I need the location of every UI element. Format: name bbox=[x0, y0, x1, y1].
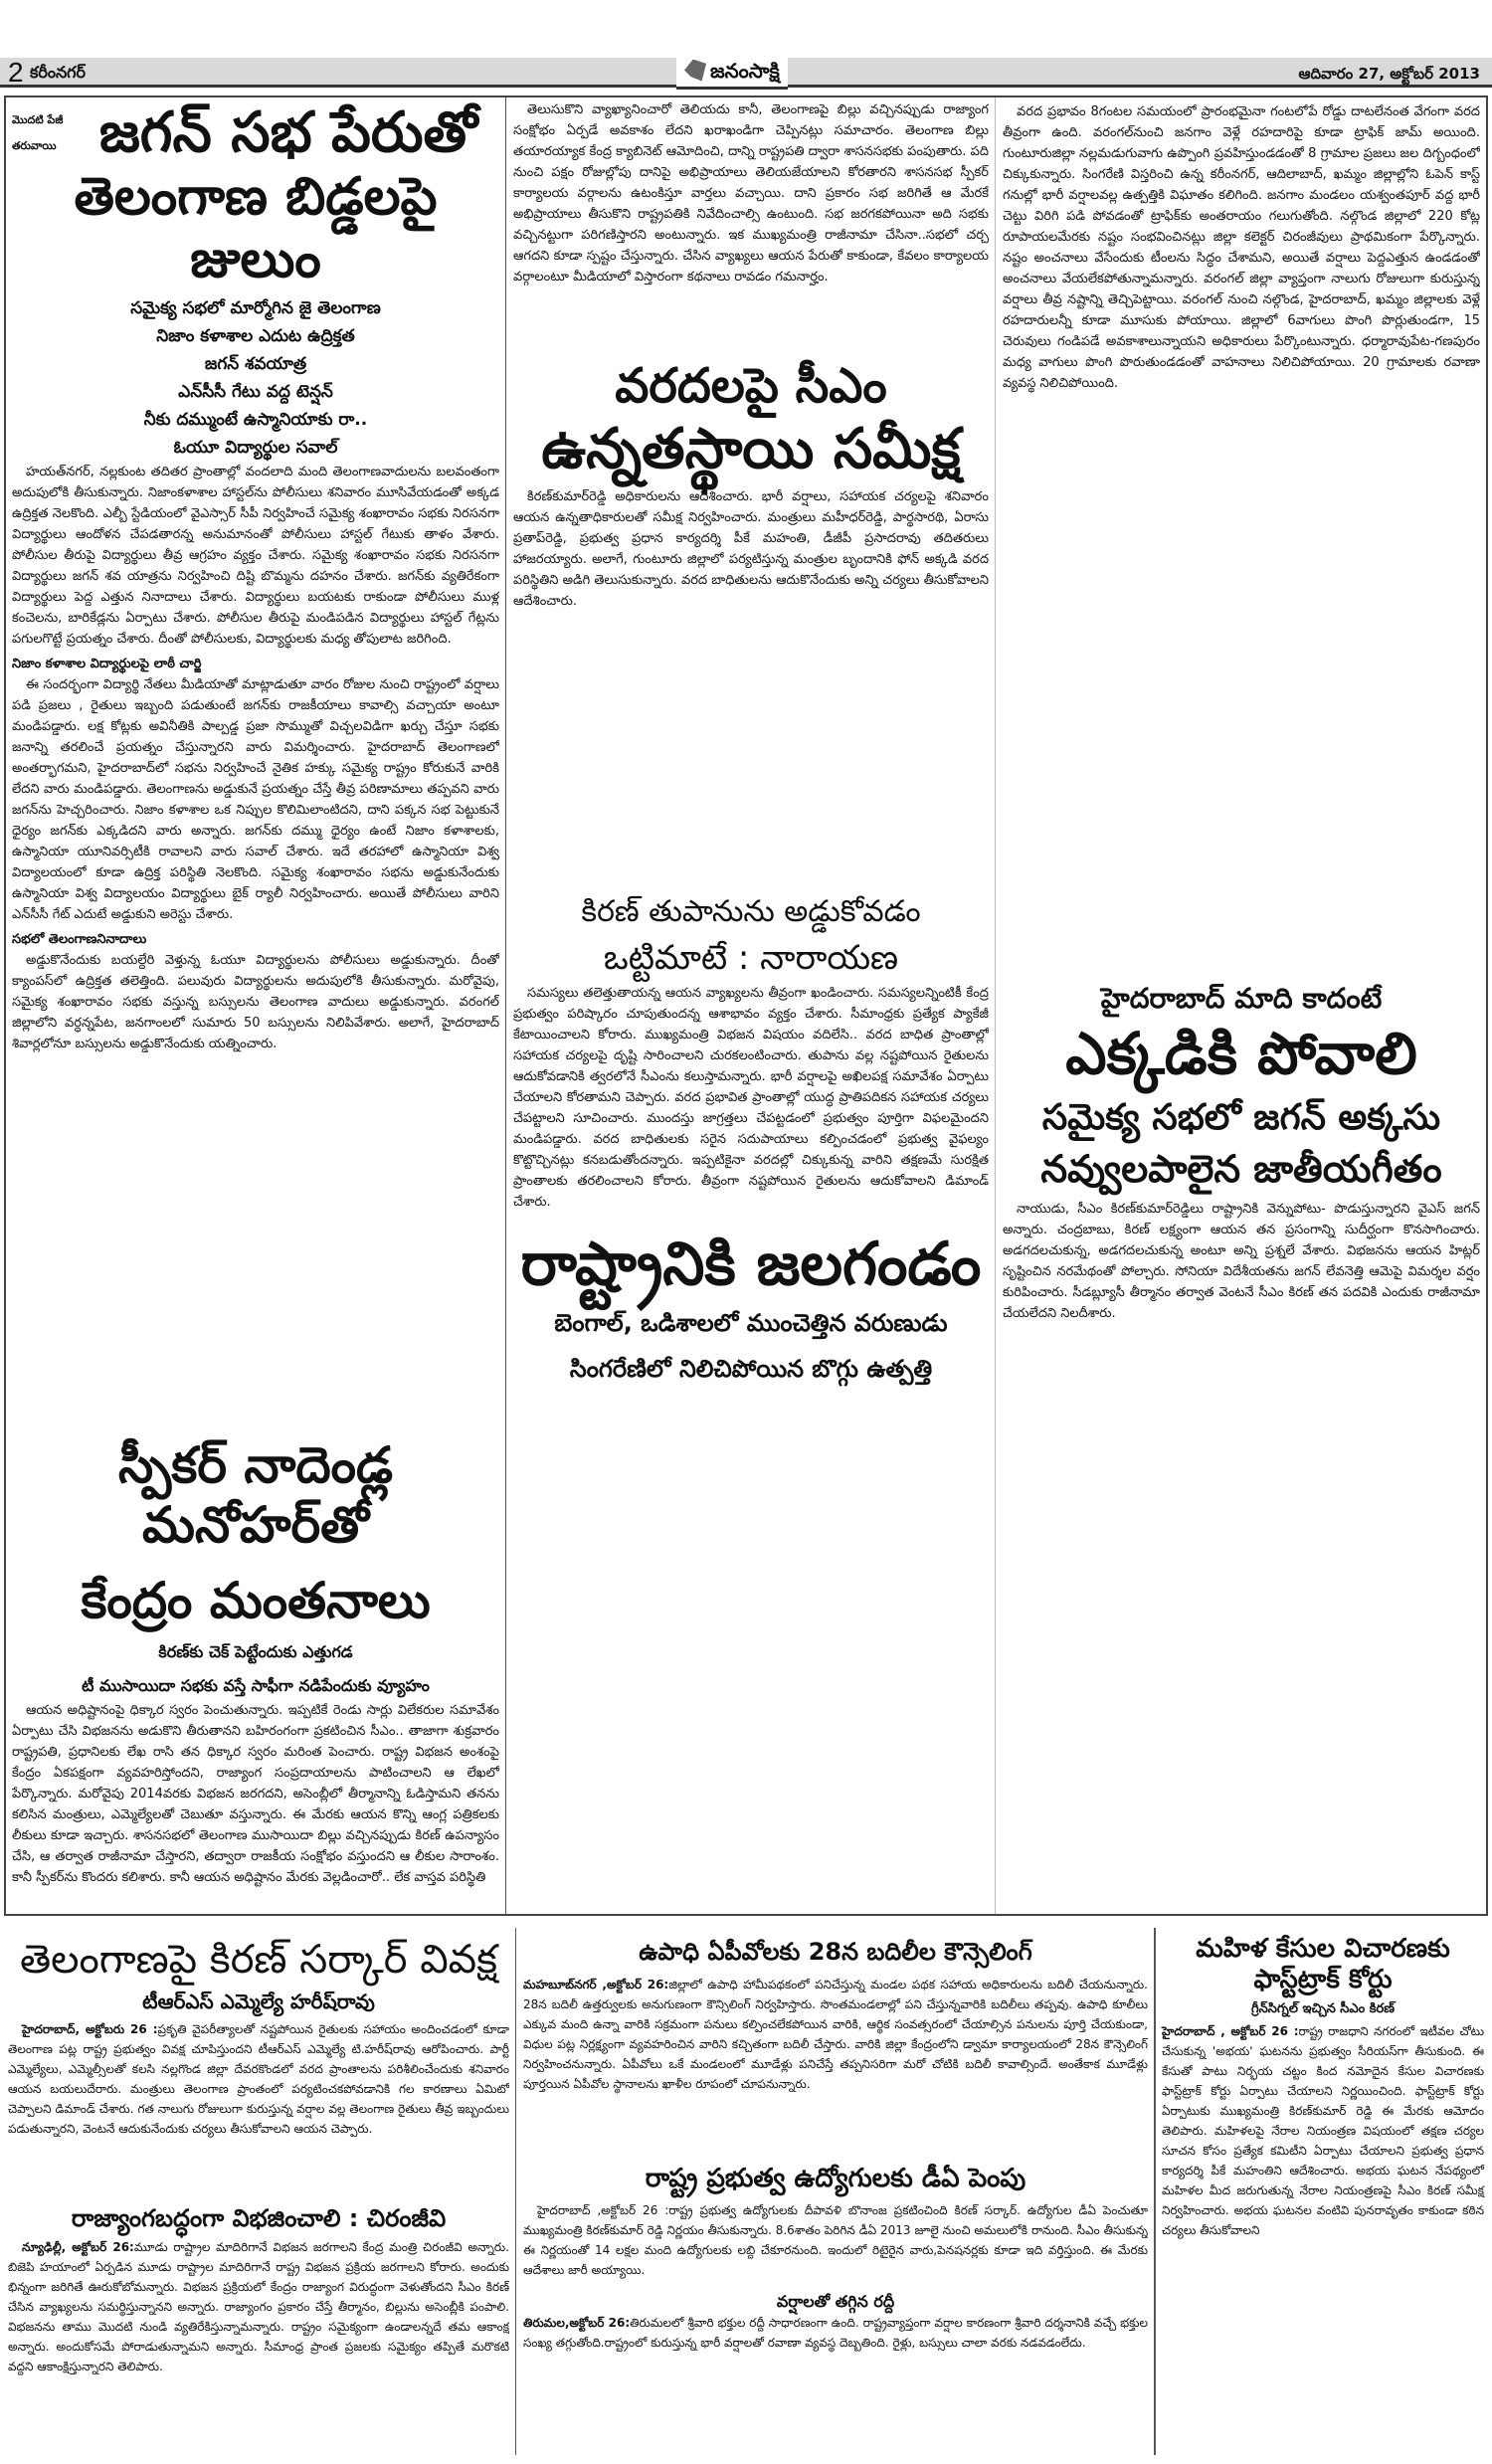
headline-chiranjeevi: రాజ్యాంగబద్ధంగా విభజించాలి : చిరంజీవి bbox=[71, 2204, 447, 2232]
paragraph: ఈ సందర్భంగా విద్యార్థి నేతలు మీడియాతో మాట్లాడుతూ వారం రోజుల నుంచి రాష్ట్రంలో వర్షాలు పడి ప్రజలు , రైతులు ఇబ్బంది పడుతుంటే జగన్‌కు రాజకీయాలు కావాల్సి వచ్చాయా అంటూ మండిపడ్డారు. లక్ష కోట్లకు అవినీతికి పాల్పడ్డ ప్రజా సొమ్ముతో విచ్చలవిడిగా ఖర్చు చేస్తూ సభకు జనాన్ని తరలించే ప్రయత్నం చేస్తున్నారని వారు విమర్శించారు. హైదరాబాద్ తెలంగాణలో అంతర్భాగమని, హైదరాబాద్‌లో సభను నిర్వహించే నైతిక హక్కు సమైక్య రాష్ట్రం కోరుకునే వారికి లేదని వారు మండిపడ్డారు. తెలంగాణను అడ్డుకునే ప్రయత్నం చేస్తే తీవ్ర పరిణామాలు తప్పవని వారు జగన్‌ను హెచ్చరించారు. నిజాం కళాశాల ఒక నిప్పుల కొలిమిలాంటిదని, దాని పక్కన సభ పెట్టుకునే ధైర్యం జగన్‌కు ఎక్కడిదని వారు అన్నారు. జగన్‌కు దమ్ము ధైర్యం ఉంటే నిజాం కళాశాలకు, ఉస్మానియా యూనివర్సిటీకి రావాలని వారు సవాల్ చేశారు. ఇదే తరహాలో ఉస్మానియా విశ్వ విద్యాలయంలో కూడా ఉద్రిక్త పరిస్థితి నెలకొంది. సమైక్య శంఖారావం సభను అడ్డుకునేందుకు ఉస్మానియా విశ్వ విద్యాలయం విద్యార్థులు బైక్ ర్యాలీ నిర్వహించారు. అయితే పోలీసులు వారిని ఎన్‌సీసీ గేట్ ఎదుటే అడ్డుకుని అరెస్టు చేశారు. bbox=[12, 676, 499, 922]
bottom-column-c bbox=[1160, 1934, 1486, 2459]
paragraph: నాయుడు, సీఎం కిరణ్‌కుమార్‌రెడ్డిలు రాష్ట్రానికి వెన్నుపోటు- పొడుస్తున్నారని వైఎస్ జగన్ అన్నారు. చంద్రబాబు, కిరణ్ లక్ష్యంగా ఆయన తన ప్రసంగాన్ని సుదీర్ఘంగా కొనసాగించారు. అడగదలచుకున్న, అడగదలచుకున్న అంటూ అన్ని ప్రశ్నలే వేశారు. విభజనను ఆయన హిట్లర్ సృష్టించిన నరమేథంతో పోల్చారు. సోనియా విదేశీయతను జగన్ లేవనెత్తి ఆమెపై విమర్శల వర్షం కురిపించారు. సీడబ్ల్యూసీ తీర్మానం తర్వాత వెంటనే సీఎం కిరణ్ తన పదవికి ఎందుకు రాజీనామా చేయలేదని నిలదీశారు. bbox=[1003, 1201, 1480, 1321]
column-divider bbox=[505, 97, 506, 1914]
col3-flood-body bbox=[1003, 101, 1480, 958]
headline-jagan-1: జగన్ సభ పేరుతో bbox=[98, 100, 478, 165]
headline-tirumala: వర్షాలతో తగ్గిన రద్దీ bbox=[776, 2291, 895, 2311]
page-number: 2 bbox=[8, 57, 24, 88]
issue-date: ఆదివారం 27, అక్టోబర్ 2013 bbox=[1298, 65, 1480, 83]
headline-upadhi: ఉపాధి ఏపీవోలకు 28న బదిలీల కౌన్సెలింగ్ bbox=[639, 1938, 1032, 1966]
tirumala-body bbox=[523, 2313, 1148, 2372]
subhead-fasttrack: గ్రీన్‌సిగ్నల్ ఇచ్చిన సీఎం కిరణ్ bbox=[1250, 2001, 1396, 2017]
headline-fasttrack-1: మహిళ కేసుల విచారణకు bbox=[1196, 1934, 1450, 1964]
dateline: న్యూఢిల్లీ, అక్టోబర్ 26: bbox=[22, 2239, 134, 2254]
fasttrack-body bbox=[1160, 2021, 1486, 2459]
paragraph: రాష్ట్ర ప్రభుత్వ ఉద్యోగులకు దీపావళి బొనాంజ ప్రకటించింది కిరణ్ సర్కార్. ఉద్యోగుల డీఏ పెంచుతూ ముఖ్యమంత్రి కిరణ్‌కుమార్ రెడ్డి నిర్ణయం తీసుకున్నారు. 8.6శాతం పెరిగిన డీఏ 2013 జూలై నుంచి అమలులోకి రానుంది. సీఎం తీసుకున్న ఈ నిర్ణయంతో 14 లక్షల మంది ఉద్యోగులకు లబ్ది చేకూరనుంది. ఇందులో రిటైరైన వారు,పెనషనర్లకు కూడా ఇది వర్తిస్తుంది. ఈ మేరకు ఆదేశాలు జారీ అయ్యాయి. bbox=[523, 2202, 1148, 2277]
bottom-column-a bbox=[8, 1936, 509, 2457]
paragraph: తిరుమలలో శ్రీవారి భక్తుల రద్దీ సాధారణంగా ఉంది. రాష్ట్రవ్యాప్తంగా వర్షాల కారణంగా శ్రీవారి దర్శనానికి వచ్చే భక్తుల సంఖ్య తగ్గుతోంది.రాష్ట్రంలో కురుస్తున్న భారీ వర్షాలతో రవాణా వ్యవస్థ దెబ్బతింది. రైళ్లు, బస్సులు చాలా వరకు నడవడంలేదు. bbox=[523, 2316, 1148, 2351]
continued-from-front-kicker bbox=[12, 112, 72, 154]
paragraph: మూడు రాష్ట్రాల మాదిరిగానే విభజన జరగాలని కేంద్ర మంత్రి చిరంజీవి అన్నారు. బిజెపి హయాంలో ఏర్పడిన మూడు రాష్ట్రాల మాదిరిగానే రాష్ట్ర విభజన ప్రక్రియ జరగాలని కోరారు. అందుకు భిన్నంగా జరిగితే ఊరుకోబోమన్నారు. విభజన ప్రక్రియలో కేంద్రం రాజ్యాంగ విరుద్ధంగా వెళుతోందని సీఎం కిరణ్ చేసిన వ్యాఖ్యలను సమర్థిస్తున్నానని అన్నారు. రాజ్యాంగం ప్రకారం చేస్తే తీర్మానం, బిల్లును అసెంబ్లీకి పంపాలి. విభజనను తాము మొదటి నుండి వ్యతిరేకిస్తున్నామన్నారు. రాష్ట్రం సమైక్యంగా ఉండాలన్నదే తమ ఆకాంక్ష అన్నారు. అందుకోసమే పోరాడుతున్నామని అన్నారు. సీమాంధ్ర ప్రాంత ప్రజలకు సమైక్యం తప్పితే మరొకటి వద్దని ఆకాంక్షిస్తున్నారని తెలిపారు. bbox=[8, 2239, 509, 2373]
column-divider bbox=[995, 97, 996, 1914]
headline-harish: తెలంగాణపై కిరణ్ సర్కార్ వివక్ష bbox=[20, 1937, 497, 1983]
harish-body bbox=[8, 2019, 509, 2198]
headline-anthem-3: నవ్వులపాలైన జాతీయగీతం bbox=[1040, 1147, 1442, 1192]
dateline: హైదరాబాద్ , అక్టోబర్ 26 : bbox=[1162, 2024, 1299, 2039]
subhead: సమైక్య సభలో మార్మోగిన జై తెలంగాణ bbox=[130, 297, 381, 318]
paragraph: తెలుసుకొని వ్యాఖ్యానించారో తెలియదు కానీ, తెలంగాణపై బిల్లు వచ్చినప్పుడు రాజ్యాంగ సంక్షోభం ఏర్పడే అవకాశం లేదని ఖరాఖండిగా చెప్పినట్లు సమాచారం. తెలంగాణ బిల్లు తయారయ్యాక కేంద్ర క్యాబినెట్ ఆమోదించి, దాన్ని రాష్ట్రపతి ద్వారా శాసనసభకు పంపుతారు. పది నుంచి పక్షం రోజుల్లోపు దానిపై అభిప్రాయాలు తెలియజేయాలని కోరతారని శాసనసభ స్పీకర్ కార్యాలయ వర్గాలను ఉటంకిస్తూ వార్తలు వచ్చాయి. దాని ప్రకారం సభ జరిగితే ఆ మేరకే అభిప్రాయాలు తీసుకొని రాష్ట్రపతికి నివేదించాల్సి ఉంటుంది. సభ జరగకపోయినా అది సభకు వచ్చినట్టుగా పరిగణిస్తారని అంటున్నారు. ఇక ముఖ్యమంత్రి రాజీనామా చేసినా..సభలో చర్చ ఆగదని కూడా స్పష్టం చేస్తున్నారు. చేసిన వ్యాఖ్యలు ఆయన పేరుతో కాకుండా, కేవలం కార్యాలయ వర్గాలంటూ మీడియాలో విస్తారంగా కథనాలు రావడం గమనార్హం. bbox=[513, 102, 989, 284]
cm-review-body bbox=[513, 486, 989, 884]
headline-speaker-2: కేంద్రం మంతనాలు bbox=[81, 1572, 431, 1630]
headline-jagan-2: తెలంగాణ బిడ్డలపై జులుం bbox=[74, 167, 438, 289]
subhead: నీకు దమ్ముంటే ఉస్మానియాకు రా.. bbox=[143, 409, 368, 430]
paragraph: అడ్డుకొనేందుకు బయల్దేరి వెళ్తున్న ఓయూ విద్యార్థులను పోలీసులు అడ్డుకున్నారు. దీంతో క్యాంపస్‌లో ఉద్రిక్తత తలెత్తింది. పలువురు విద్యార్థులను అదుపులోకి తీసుకున్నారు. మరోవైపు, సమైక్య శంఖారావం సభకు వస్తున్న బస్సులను తెలంగాణ వాదులు అడ్డుకున్నారు. వరంగల్ జిల్లాలోని వర్ధన్నపేట, జనగాంలలో సుమారు 50 బస్సులను నిలిపివేశారు. అలాగే, హైదరాబాద్ శివార్లలోనూ బస్సులను అడ్డుకొనేందుకు యత్నించారు. bbox=[12, 952, 499, 1051]
subhead-speaker-2: టీ ముసాయిదా సభకు వస్తే సాఫీగా నడిపేందుకు వ్యూహం bbox=[82, 1676, 430, 1696]
kicker-narayana: కిరణ్ తుపానును అడ్డుకోవడం bbox=[581, 893, 921, 929]
headline-narayana: ఒట్టిమాటే : నారాయణ bbox=[603, 937, 899, 978]
jagan-subheads bbox=[12, 294, 499, 462]
chiranjeevi-body bbox=[8, 2237, 509, 2457]
speaker-story-body bbox=[12, 1700, 499, 1912]
kicker-line: తరువాయి bbox=[12, 138, 57, 152]
logo-icon bbox=[684, 60, 706, 82]
subhead-floods-2: సింగరేణిలో నిలిచిపోయిన బొగ్గు ఉత్పత్తి bbox=[569, 1354, 933, 1383]
column-divider bbox=[1154, 1928, 1156, 2455]
headline-cm-review-2: ఉన్నతస్థాయి సమీక్ష bbox=[541, 416, 961, 481]
paragraph: రాష్ట్ర రాజధాని నగరంలో ఇటీవల చోటు చేసుకున్న 'అభయ' ఘటనను ప్రభుత్వం సీరియస్‌గా తీసుకుంది. ఈ కేసుతో పాటు నిర్భయ చట్టం కింద నమోదైన కేసుల విచారణకు ఫాస్ట్‌ట్రాక్ కోర్టు ఏర్పాటు చేయాలని నిర్ణయించింది. ఫాస్ట్‌ట్రాక్ కోర్టు ఏర్పాటుకు ముఖ్యమంత్రి కిరణ్‌కుమార్ రెడ్డి ఈ మేరకు ఆమోదం తెలిపారు. మహిళలపై నేరాల నియంత్రణ విషయంలో తక్షణ చర్యల సూచన కోసం ప్రత్యేక కమిటీని ఏర్పాటు చేయాలని ప్రభుత్వ ప్రధాన కార్యదర్శి పీకే మహంతిని ఆదేశించారు. అభయ ఘటన నేపథ్యంలో మహిళల మీద జరుగుతున్న నేరాల నియంత్రణపై సీఎం కిరణ్ సమీక్ష నిర్వహించారు. అభయ ఘటనల వంటివి పునరావృతం కాకుండా కఠిన చర్యలు తీసుకోవాలని bbox=[1162, 2024, 1484, 2238]
headline-cm-review-1: వరదలపై సీఎం bbox=[615, 358, 887, 414]
kicker-line: మొదటి పేజీ bbox=[12, 112, 64, 126]
column-2 bbox=[513, 99, 989, 1912]
inline-subhead: సభలో తెలంగాణనినాదాలు bbox=[12, 931, 147, 947]
edition-name: కరీంనగర్ bbox=[30, 63, 87, 82]
column-1 bbox=[12, 99, 499, 1912]
subhead: నిజాం కళాశాల ఎదుట ఉద్రిక్తత bbox=[156, 325, 355, 346]
subhead: ఎన్‌సీసీ గేటు వద్ద టెన్షన్ bbox=[178, 381, 333, 402]
jagan-story-body bbox=[12, 462, 499, 1417]
paragraph: ఆయన అధిష్టానంపై ధిక్కార స్వరం పెంచుతున్నారు. ఇప్పటికే రెండు సార్లు విలేకరుల సమావేశం ఏర్పాటు చేసి విభజనను అడుకొని తీరుతానని బహిరంగంగా ప్రకటించిన సీఎం.. తాజాగా శుక్రవారం రాష్ట్రపతి, ప్రధానిలకు లేఖ రాసి తన ధిక్కార స్వరం మరింత పెంచారు. రాష్ట్ర విభజన అంశంపై కేంద్రం ఏకపక్షంగా వ్యవహరిస్తోందని, రాజ్యాంగ సంప్రదాయాలను పాటించాలని ఆ లేఖలో పేర్కొన్నారు. మరోవైపు 2014వరకు విభజన జరగదని, అసెంబ్లీలో తీర్మానాన్ని ఓడిస్తామని తనను కలిసిన మంత్రులు, ఎమ్మెల్యేలతో చెబుతూ వస్తున్నారు. ఈ మేరకు ఆయన కొన్ని ఆంగ్ల పత్రికలకు లీకులు కూడా ఇచ్చారు. శాసనసభలో తెలంగాణ ముసాయిదా బిల్లు వచ్చినప్పుడు కిరణ్ ఉపన్యాసం చేసి, ఆ తర్వాత రాజీనామా చేస్తారని, తద్వారా రాజకీయ సంక్షోభం వస్తుందని ఆ లీకుల సారాంశం. కానీ స్పీకర్‌ను కొందరు కలిశారు. కానీ ఆయన అధిష్టానం మేరకు వెల్లడించారో.. లేక వాస్తవ పరిస్థితి bbox=[12, 1703, 499, 1886]
paragraph: వరద ప్రభావం 8గంటల సమయంలో ప్రారంభమైనా గంటలోపే రోడ్డు దాటలేనంత వేగంగా వరద తీవ్రంగా ఉంది. వరంగల్‌నుంచి జనగాం వెళ్లే రహదారిపై కూడా ట్రాఫిక్ జామ్ అయింది. గుంటూరుజిల్లా నల్లమడుగువాగు ఉప్పొంగి ప్రవహిస్తుండడంతో 8 గ్రామాల ప్రజలు జల దిగ్బంధంలో చిక్కుకున్నారు. సింగరేణి విస్తరించి ఉన్న కరీంనగర్, ఆదిలాబాద్, ఖమ్మం జిల్లాల్లోని ఓపెన్ కాస్ట్ గనుల్లో భారీ వర్షాలవల్ల ఉత్పత్తికి విఘాతం కలిగింది. జనగాం మండలం యశ్వంతపూర్ వద్ద భారీ చెట్టు విరిగి పడి పోవడంతో ట్రాఫిక్‌కు అంతరాయం గలుగుతోంది. నల్గొండ జిల్లాలో 220 కోట్ల రూపాయలమేరకు నష్టం సంభవించినట్లు జిల్లా కలెక్టర్ చిరంజీవులు ప్రాథమికంగా పేర్కొన్నారు. నష్టం అంచనాలు వేసేందుకు టీంలను సిద్ధం చేశామని, అయితే వర్షాలు పెద్దఎత్తున ఉండడంతో అంచనాలు వేయలేకపోతున్నామన్నారు. వరంగల్ జిల్లా వ్యాప్తంగా నాలుగు రోజులుగా కురుస్తున్న వర్షాలు తీవ్ర నష్టాన్ని తెచ్చిపెట్టాయి. వరంగల్ నుంచి నల్గొండ, హైదరాబాద్, ఖమ్మం జిల్లాలకు వెళ్లే రహదారులన్నీ కూడా మూసుకు పోయాయి. జిల్లాలో 6వాగులు పొంగి పొర్లుతుండగా, 15 చెరువులు గండిపడే అవకాశాలున్నాయని అధికారులు పేర్కొంటున్నారు. ధర్మారావుపేట-గణపురం మధ్య వాగులు పొంగి పొరుతుండడంతో వాహనాలు నిలిచిపోయాయి. 20 గ్రామాలకు రవాణా వ్యవస్థ నిలిచిపోయింది. bbox=[1003, 104, 1480, 391]
da-body bbox=[523, 2200, 1148, 2280]
subhead: ఓయూ విద్యార్థుల సవాల్ bbox=[173, 437, 338, 458]
dateline: హైదరాబాద్ ,అక్టోబర్ 26 : bbox=[537, 2202, 669, 2217]
headline-fasttrack-2: ఫాస్ట్‌ట్రాక్ కోర్టు bbox=[1253, 1965, 1393, 1995]
headline-speaker-1: స్పీకర్ నాదెండ్ల మనోహర్‌తో bbox=[118, 1436, 393, 1555]
paragraph: జిల్లాలో ఉపాధి హామీపథకంలో పనిచేస్తున్న మండల పథక సహాయ అధికారులను బదిలీ చేయనున్నారు. 28న బదిలీ ఉత్తర్వులకు అనుగుణంగా కౌన్సిలింగ్ నిర్వహిస్తారు. సొంతమండలాల్లో పని చేస్తున్నవారికి బదిలీలు తప్పవు. ఉపాధి కూలీలు ఎక్కువ మంది ఉన్నా వారికి సక్రమంగా పనులు కల్పించలేకపోయిన వారికి, ఆర్థిక సంవత్సరంలో చేయాల్సిన పనులను పూర్తి చేయకుండా, విధుల పట్ల నిర్లక్ష్యంగా వ్యవహరించిన వారిని కచ్చితంగా బదిలీ చేస్తారు. వారికి జిల్లా కేంద్రంలోని డ్వామా కార్యాలయంలో 28న కౌన్సెలింగ్ నిర్వహించనున్నారు. ఏపీవోలు ఒకే మండలంలో మూడేళ్లు పనిచేస్తే తప్పనిసరిగా మరో చోటికి బదిలీ కావాల్సిందే. అంతేకాక మూడేళ్లు పూర్తయిన ఏపీవోల స్థానాలను ఖాళీల రూపంలో చూపనున్నారు. bbox=[523, 1977, 1148, 2091]
headline-da: రాష్ట్ర ప్రభుత్వ ఉద్యోగులకు డీఏ పెంపు bbox=[645, 2163, 1026, 2193]
narayana-body bbox=[513, 983, 989, 1213]
paragraph: హయత్‌నగర్, నల్లకుంట తదితర ప్రాంతాల్లో వందలాది మంది తెలంగాణవాదులను బలవంతంగా అదుపులోకి తీసుకున్నారు. నిజాంకళాశాల హాస్టల్‌ను పోలీసులు శనివారం మూసివేయడంతో అక్కడ ఉద్రిక్తత నెలకొంది. ఎల్బీ స్టేడియంలో వైఎస్సార్ సీపీ నిర్వహించే సమైక్య శంఖారావం సభకు నిరసనగా విద్యార్థులు ఆందోళన చేపడతారన్న అనుమానంతో పోలీసులు హాస్టల్ గేటుకు తాళం వేశారు. పోలీసుల తీరుపై విద్యార్థులు తీవ్ర ఆగ్రహం వ్యక్తం చేశారు. సమైక్య శంఖారావం సభకు నిరసనగా విద్యార్థులు జగన్ శవ యాత్రను నిర్వహించి దిష్టి బొమ్మను దహనం చేశారు. జగన్‌కు వ్యతిరేకంగా విద్యార్థులు పెద్ద ఎత్తున నినాదాలు చేశారు. విద్యార్థులు బయటకు రాకుండా పోలీసులు ముళ్ల కంచెలను, బారికేడ్లను ఏర్పాటు చేశారు. పోలీసుల తీరుపై మండిపడిన విద్యార్థులు హాస్టల్ గేట్లను పగులగొట్టే ప్రయత్నం చేశారు. దీంతో పోలీసులకు, విద్యార్థులకు మధ్య తోపులాట జరిగింది. bbox=[12, 464, 499, 647]
col2-continued-body bbox=[513, 99, 989, 350]
paragraph: కిరణ్‌కుమార్‌రెడ్డి అధికారులను ఆదేశించారు. భారీ వర్షాలు, సహాయక చర్యలపై శనివారం ఆయన ఉన్నతాధికారులతో సమీక్ష నిర్వహించారు. మంత్రులు మహీధర్‌రెడ్డి, పార్థసారథి, ఏరాసు ప్రతాప్‌రెడ్డి, ప్రభుత్వ ప్రధాన కార్యదర్శి పీకే మహంతి, డీజీపీ ప్రసాదరావు తదితరులు హాజరయ్యారు. అలాగే, గుంటూరు జిల్లాలో పర్యటిస్తున్న మంత్రుల బృందానికి ఫోన్ అక్కడి వరద పరిస్థితిని అడిగి తెలుసుకున్నారు. వరద బాధితులను ఆదుకొనేందుకు అన్ని చర్యలు తీసుకోవాలని ఆదేశించారు. bbox=[513, 488, 989, 609]
subhead: జగన్ శవయాత్ర bbox=[204, 353, 307, 374]
newspaper-logo bbox=[676, 54, 788, 90]
jagan-headline-row bbox=[12, 99, 499, 166]
logo-text: జనంసాక్షి bbox=[710, 58, 780, 83]
headline-anthem-2: సమైక్య సభలో జగన్ అక్కసు bbox=[1041, 1097, 1441, 1139]
floods-story-area bbox=[513, 1386, 989, 1912]
dateline: మహబూబ్‌నగర్ ,అక్టోబర్ 26: bbox=[523, 1977, 669, 1991]
anthem-story-body bbox=[1003, 1199, 1480, 1912]
column-divider bbox=[515, 1928, 516, 2455]
headline-anthem-1: ఎక్కడికి పోవాలి bbox=[1065, 1019, 1417, 1087]
kicker-hyderabad: హైదరాబాద్ మాది కాదంటే bbox=[1100, 982, 1383, 1015]
dateline: తిరుమల,అక్టోబర్ 26: bbox=[523, 2316, 631, 2331]
bottom-column-b bbox=[523, 1938, 1148, 2457]
subhead-speaker-1: కిరణ్‌కు చెక్ పెట్టేందుకు ఎత్తుగడ bbox=[158, 1642, 353, 1662]
column-3 bbox=[1003, 101, 1480, 1912]
dateline: హైదరాబాద్, అక్టోబరు 26 : bbox=[22, 2022, 158, 2036]
inline-subhead: నిజాం కళాశాల విద్యార్థులపై లాఠీ చార్జి bbox=[12, 656, 202, 671]
subhead-floods-1: బెంగాల్, ఒడిశాలలో ముంచెత్తిన వరుణుడు bbox=[554, 1308, 948, 1337]
upadhi-body bbox=[523, 1975, 1148, 2154]
subhead-harish: టీఆర్‌ఎస్ ఎమ్మెల్యే హరీష్‌రావు bbox=[142, 1990, 375, 2013]
bottom-column-b-filler bbox=[523, 2372, 1148, 2457]
paragraph: సమస్యలు తలెత్తుతాయన్న ఆయన వ్యాఖ్యలను తీవ్రంగా ఖండించారు. సమస్యలన్నింటికీ కేంద్ర ప్రభుత్వం పరిష్కారం చూపుతుందన్న ఆశాభావం వ్యక్తం చేశారు. సీమాంధ్రకు ప్రత్యేక ప్యాకేజీ కేటాయించాలని కోరారు. ముఖ్యమంత్రి విభజన విషయం వదిలేసి.. వరద బాధిత ప్రాంతాల్లో సహాయక చర్యలపై దృష్టి సారించాలని చురకలంటించారు. తుపాను వల్ల నష్టపోయిన రైతులను ఆదుకోవడానికి త్వరలోనే సీఎంను కలుస్తామన్నారు. భారీ వర్షాలపై అఖిలపక్ష సమావేశం ఏర్పాటు చేయాలని కోరతామని చెప్పారు. వరద ప్రభావిత ప్రాంతాల్లో యుద్ధ ప్రాతిపదికన సహాయక చర్యలు చేపట్టాలని సూచించారు. ముందస్తు జాగ్రత్తలు చేపట్టడంలో ప్రభుత్వం పూర్తిగా విఫలమైందని మండిపడ్డారు. వరద బాధితులకు సరైన సదుపాయాలు కల్పించడంలో ప్రభుత్వ వైఫల్యం కొట్టొచ్చినట్లు కనబడుతోందన్నారు. ఇప్పటికైనా వరదల్లో చిక్కుకున్న వారిని తక్షణమే సురక్షిత ప్రాంతాలకు తరలించాలని కోరారు. తీవ్రంగా నష్టపోయిన రైతులను ఆదుకోవాలని డిమాండ్ చేశారు. bbox=[513, 985, 989, 1210]
paragraph: ప్రకృతి వైపరీత్యాలతో నష్టపోయిన రైతులకు సహాయం అందించడంలో కూడా తెలంగాణ పట్ల రాష్ట్ర ప్రభుత్వం వివక్ష చూపిస్తుందని టీఆర్‌ఎస్ ఎమ్మెల్యే టి.హరీష్‌రావు ఆరోపించారు. పార్టీ ఎమ్మెల్యేలు, ఎమ్మెల్సీలతో కలసి నల్లగొండ జిల్లా దేవరకొండలో వరద ప్రాంతాలను పరిశీలించేందుకు శనివారం ఆయన బయలుదేరారు. మంత్రులు తెలంగాణ ప్రాంతంలో పర్యటించకపోవడానికి గల కారణాలు ఏమిటో చెప్పాలని డిమాండ్ చేశారు. గత నాలుగు రోజులుగా కురుస్తున్న వర్షాల వల్ల తెలంగాణ రైతులు తీవ్ర ఇబ్బందులు పడుతున్నారని, వెంటనే ఆదుకునేందుకు చర్యలు తీసుకోవాలని ఆయన చెప్పారు. bbox=[8, 2022, 509, 2136]
headline-floods: రాష్ట్రానికి జలగండం bbox=[520, 1229, 982, 1299]
